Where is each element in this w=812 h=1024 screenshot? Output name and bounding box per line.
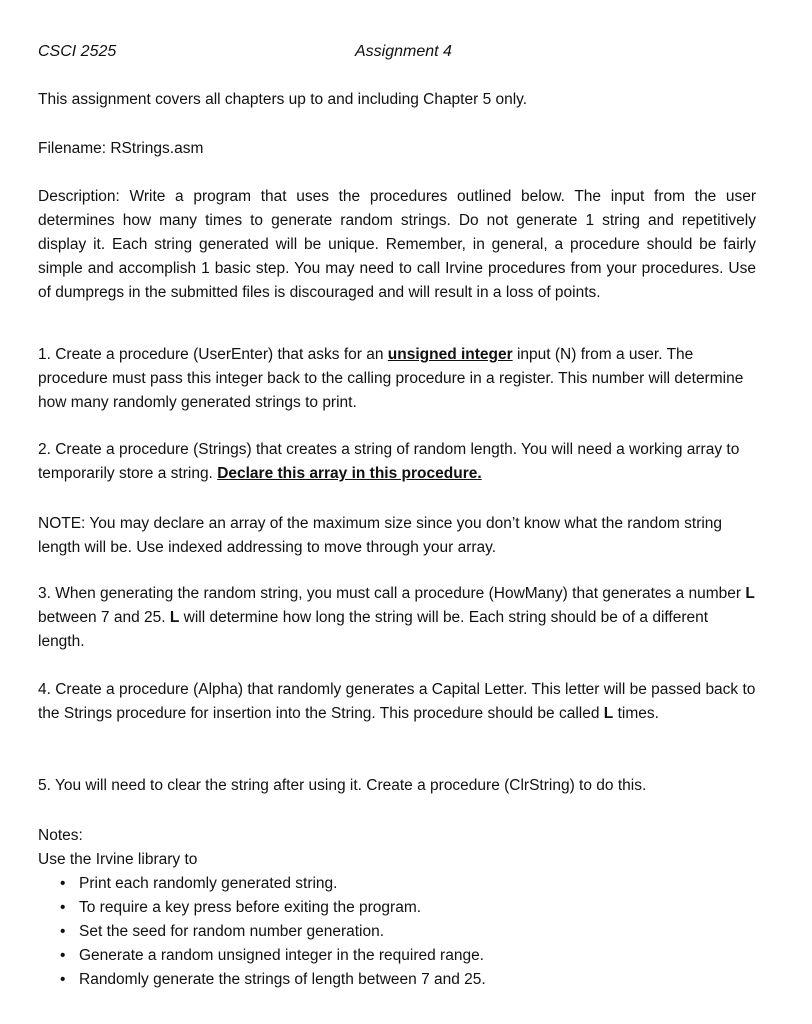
- item-1-pre: 1. Create a procedure (UserEnter) that asks for an: [38, 346, 388, 363]
- item-2-emph: Declare this array in this procedure.: [217, 465, 482, 482]
- item-3-mid: between 7 and 25.: [38, 609, 170, 626]
- item-3: [38, 582, 756, 654]
- list-item-text: Generate a random unsigned integer in the required range.: [79, 947, 484, 964]
- list-item: [60, 944, 486, 968]
- list-item-text: Randomly generate the strings of length between 7 and 25.: [79, 971, 486, 988]
- item-1-emph: unsigned integer: [387, 346, 513, 363]
- item-4-pre: 4. Create a procedure (Alpha) that randomly generates a Capital Letter. This letter will be passed back to the Strings procedure for insertion into the String. This procedure should be called: [38, 681, 756, 722]
- item-2: [38, 438, 756, 486]
- description-text: Description: Write a program that uses the procedures outlined below. The input from the user determines how many times to generate random strings. Do not generate 1 string and repetitively display it. Each string generated will be unique. Remember, in general, a procedure should be fairly simple and accomplish 1 basic step. You may need to call Irvine procedures from your procedures. Use of dumpregs in the submitted files is discouraged and will result in a loss of points.: [38, 188, 756, 301]
- intro-text: This assignment covers all chapters up to and including Chapter 5 only.: [38, 91, 528, 108]
- list-item: [60, 896, 486, 920]
- list-item-text: Print each randomly generated string.: [79, 875, 338, 892]
- bullet-icon: •: [60, 947, 66, 964]
- item-3-l1: L: [745, 585, 755, 602]
- item-4: [38, 678, 756, 726]
- bullet-icon: •: [60, 923, 66, 940]
- list-item: [60, 872, 486, 896]
- item-3-pre: 3. When generating the random string, you must call a procedure (HowMany) that generates a number: [38, 585, 746, 602]
- item-4-l: L: [603, 705, 614, 722]
- filename-text: Filename: RStrings.asm: [38, 140, 204, 157]
- list-item-text: To require a key press before exiting the program.: [79, 899, 422, 916]
- list-item: [60, 968, 486, 992]
- bullet-icon: •: [60, 971, 66, 988]
- list-item: [60, 920, 486, 944]
- notes-list: [60, 872, 486, 992]
- course-code: CSCI 2525: [38, 43, 117, 60]
- item-3-l2: L: [169, 609, 180, 626]
- bullet-icon: •: [60, 875, 66, 892]
- bullet-icon: •: [60, 899, 66, 916]
- notes-heading: Notes:: [38, 827, 83, 844]
- item-1-post: input (N) from a user. The procedure must pass this integer back to the calling procedure in a register. This number will determine how many randomly generated strings to print.: [38, 346, 744, 411]
- item-4-post: times.: [613, 705, 659, 722]
- item-1: [38, 343, 756, 415]
- note-text: NOTE: You may declare an array of the maximum size since you don’t know what the random string length will be. Use indexed addressing to move through your array.: [38, 515, 723, 556]
- list-item-text: Set the seed for random number generation.: [79, 923, 385, 940]
- item-5: 5. You will need to clear the string after using it. Create a procedure (ClrString) to do this.: [38, 777, 647, 794]
- item-3-post: will determine how long the string will be. Each string should be of a different length.: [38, 609, 709, 650]
- item-2-pre: 2. Create a procedure (Strings) that creates a string of random length. You will need a working array to temporarily store a string.: [38, 441, 740, 482]
- assignment-title: Assignment 4: [355, 43, 452, 60]
- notes-intro: Use the Irvine library to: [38, 851, 198, 868]
